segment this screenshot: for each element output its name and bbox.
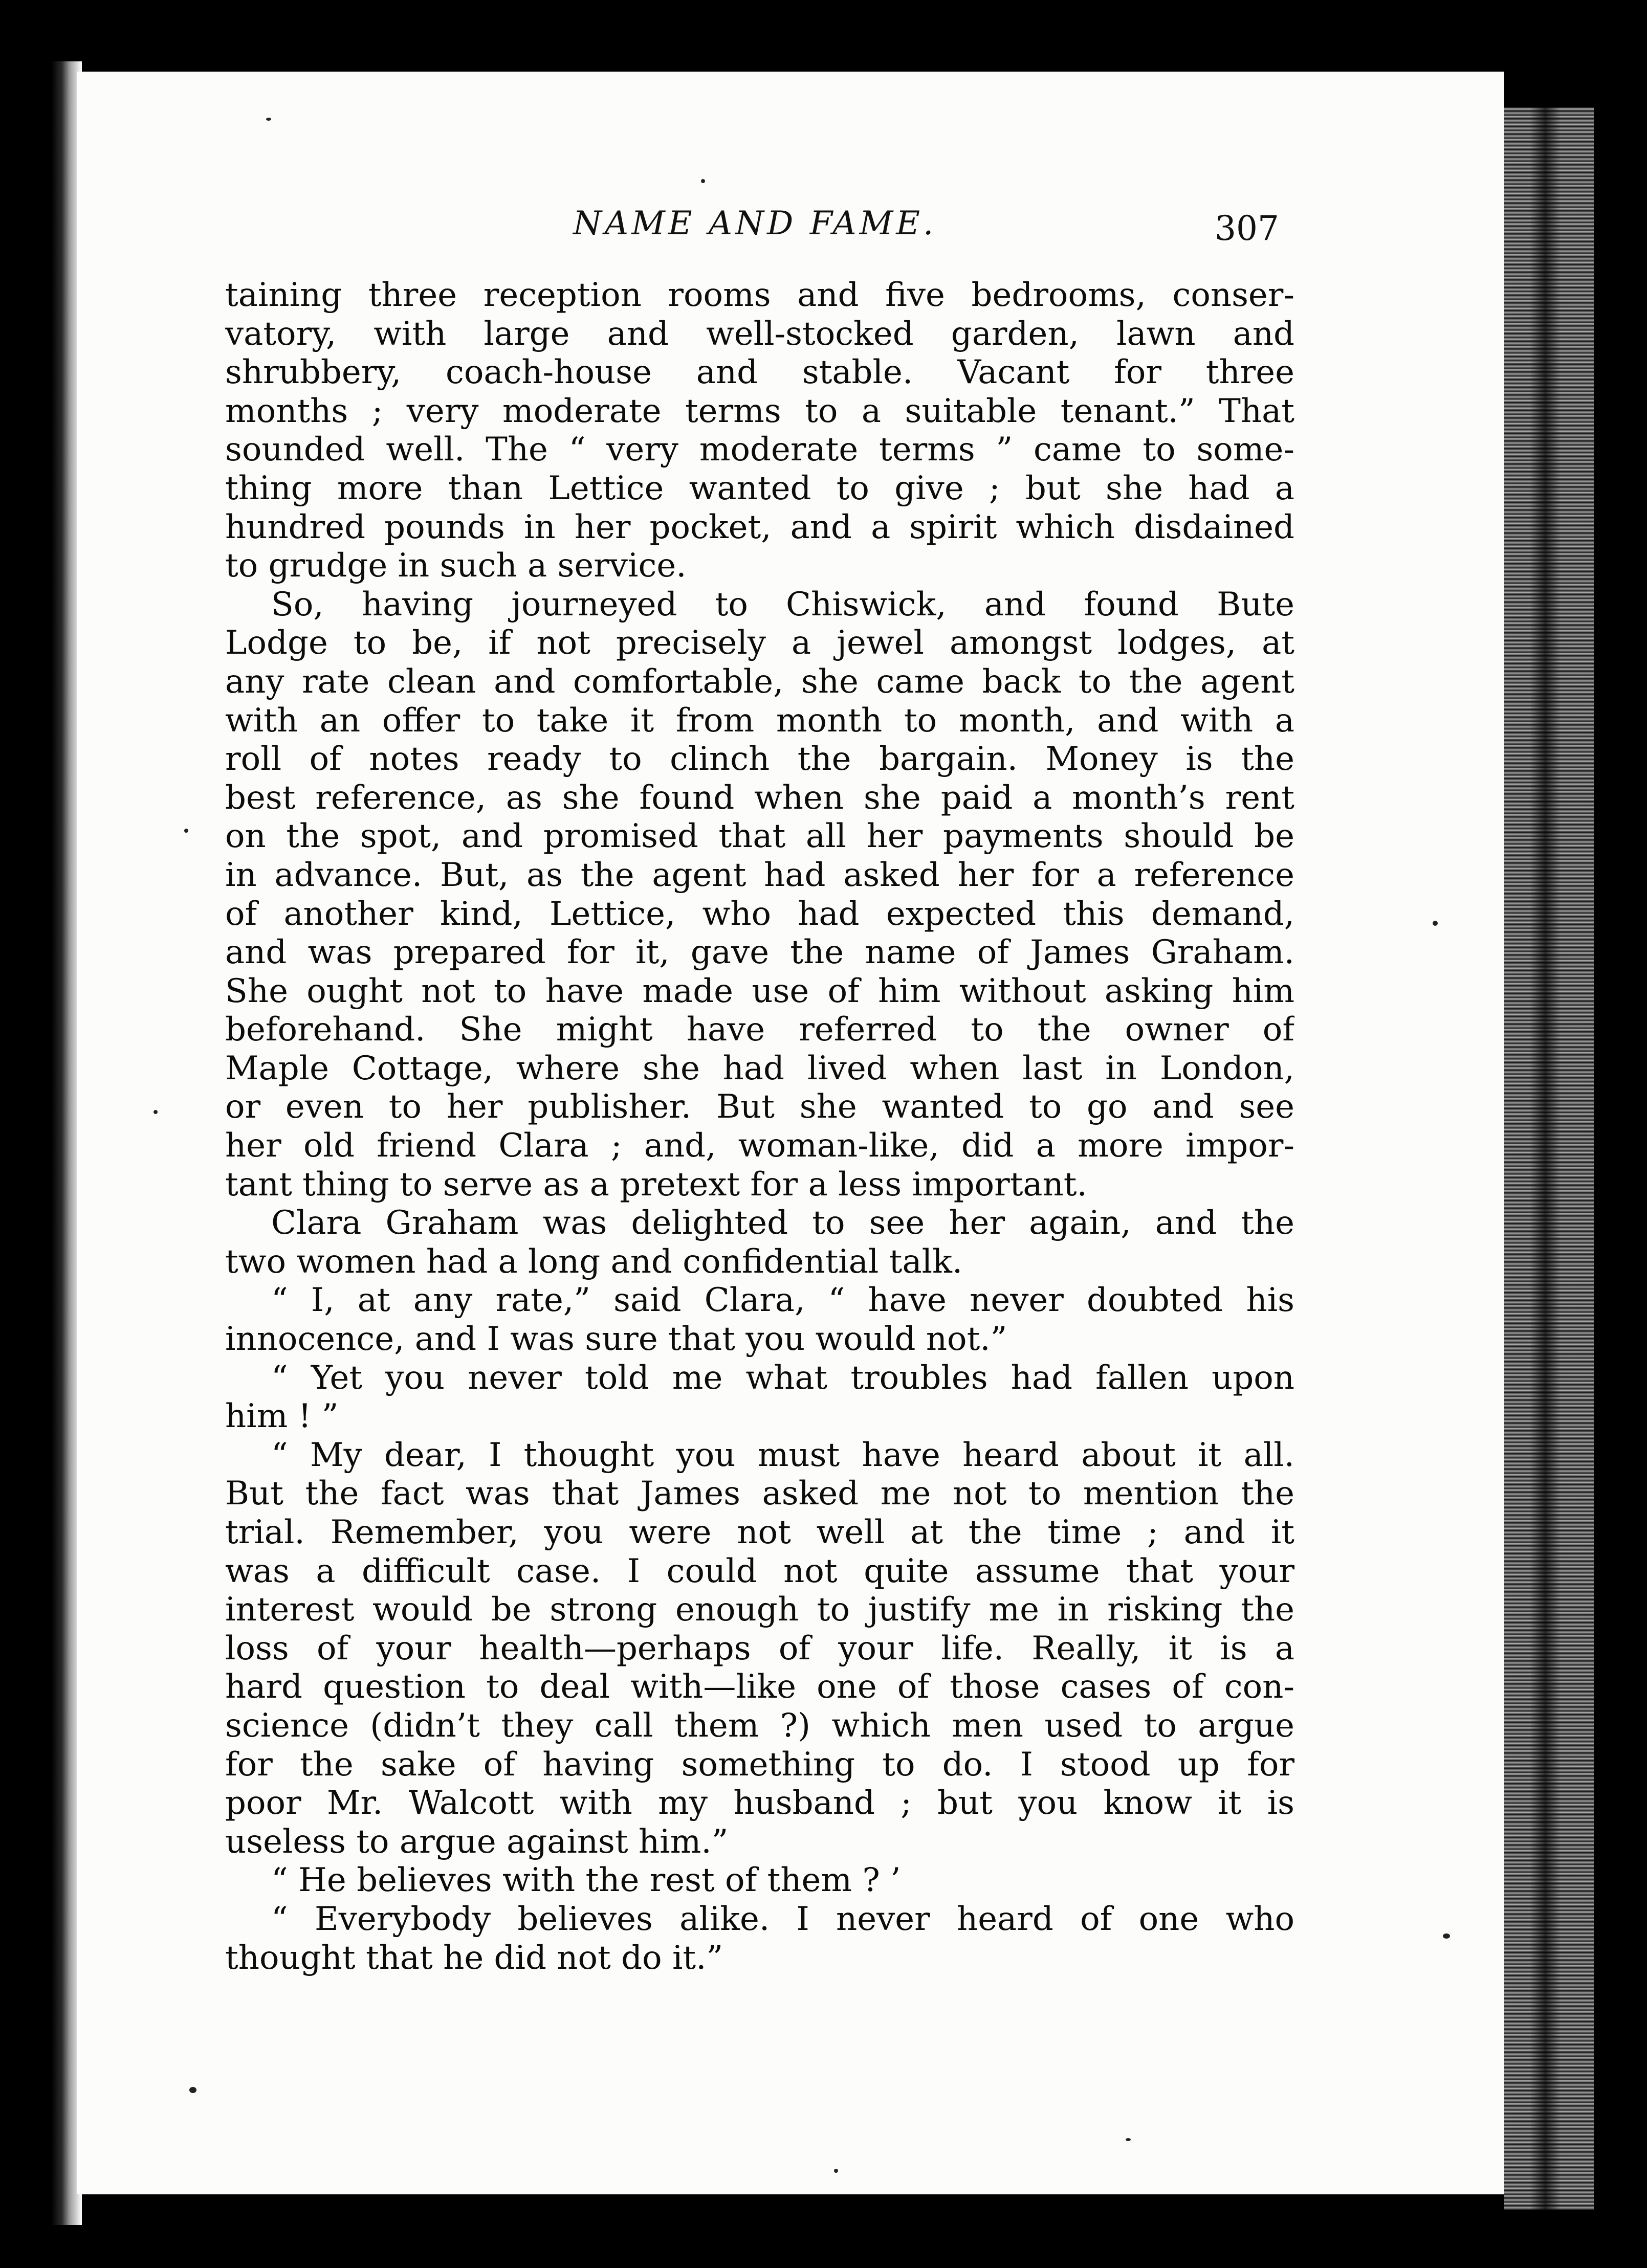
- body-text: [225, 276, 1294, 1977]
- scan-speck: [701, 179, 705, 183]
- text-line: sounded well. The “ very moderate terms ” came to some-: [225, 431, 1294, 469]
- text-line: interest would be strong enough to justify me in risking the: [225, 1591, 1294, 1629]
- scan-speck: [1433, 921, 1438, 926]
- text-line: was a difficult case. I could not quite assume that your: [225, 1552, 1294, 1590]
- text-line: “ He believes with the rest of them ? ’: [271, 1861, 901, 1900]
- text-line: shrubbery, coach-house and stable. Vacant for three: [225, 353, 1294, 392]
- text-line: useless to argue against him.”: [225, 1822, 729, 1861]
- text-line: She ought not to have made use of him without asking him: [225, 972, 1294, 1010]
- text-line: months ; very moderate terms to a suitable tenant.” That: [225, 392, 1294, 430]
- text-line: him ! ”: [225, 1397, 339, 1436]
- text-line: But the fact was that James asked me not to mention the: [225, 1475, 1294, 1513]
- page-number: 307: [1215, 209, 1279, 248]
- scan-speck: [1443, 1933, 1450, 1939]
- scan-speck: [153, 1110, 158, 1114]
- text-line: hundred pounds in her pocket, and a spirit which disdained: [225, 508, 1294, 546]
- text-line: of another kind, Lettice, who had expected this demand,: [225, 895, 1294, 933]
- text-line: and was prepared for it, gave the name of James Graham.: [225, 933, 1294, 972]
- text-line: her old friend Clara ; and, woman-like, did a more impor-: [225, 1127, 1294, 1165]
- text-line: thing more than Lettice wanted to give ; but she had a: [225, 469, 1294, 507]
- scan-speck: [266, 118, 271, 121]
- text-line: Clara Graham was delighted to see her again, and the: [271, 1204, 1294, 1242]
- text-line: two women had a long and confidential talk.: [225, 1242, 963, 1281]
- text-line: tant thing to serve as a pretext for a less important.: [225, 1165, 1087, 1204]
- text-line: vatory, with large and well-stocked garden, lawn and: [225, 315, 1294, 353]
- text-line: to grudge in such a service.: [225, 547, 687, 585]
- text-line: on the spot, and promised that all her payments should be: [225, 817, 1294, 856]
- text-line: Lodge to be, if not precisely a jewel amongst lodges, at: [225, 624, 1294, 662]
- page-header: [512, 205, 1279, 261]
- text-line: “ My dear, I thought you must have heard about it all.: [271, 1436, 1294, 1474]
- scan-speck: [834, 2169, 838, 2173]
- text-line: beforehand. She might have referred to the owner of: [225, 1011, 1294, 1049]
- text-line: hard question to deal with—like one of those cases of con-: [225, 1668, 1294, 1706]
- text-line: any rate clean and comfortable, she came back to the agent: [225, 662, 1294, 701]
- text-line: thought that he did not do it.”: [225, 1939, 723, 1977]
- text-line: with an offer to take it from month to month, and with a: [225, 701, 1294, 740]
- scan-speck: [189, 2087, 196, 2093]
- text-line: best reference, as she found when she paid a month’s rent: [225, 779, 1294, 817]
- scan-speck: [184, 829, 188, 833]
- text-line: trial. Remember, you were not well at the time ; and it: [225, 1514, 1294, 1551]
- gutter-shadow: [1530, 107, 1561, 2210]
- text-line: taining three reception rooms and five bedrooms, conser-: [225, 276, 1294, 314]
- text-line: roll of notes ready to clinch the bargain. Money is the: [225, 740, 1294, 779]
- running-head: NAME AND FAME.: [573, 205, 937, 242]
- scan-speck: [1126, 2138, 1131, 2141]
- text-line: loss of your health—perhaps of your life. Really, it is a: [225, 1629, 1294, 1667]
- text-line: for the sake of having something to do. I stood up for: [225, 1745, 1294, 1784]
- text-line: in advance. But, as the agent had asked her for a reference: [225, 856, 1294, 894]
- text-line: “ Yet you never told me what troubles had fallen upon: [271, 1359, 1294, 1397]
- text-line: “ I, at any rate,” said Clara, “ have never doubted his: [271, 1281, 1294, 1320]
- text-line: So, having journeyed to Chiswick, and found Bute: [271, 585, 1294, 624]
- text-line: innocence, and I was sure that you would not.”: [225, 1320, 1007, 1359]
- text-line: “ Everybody believes alike. I never heard of one who: [271, 1900, 1294, 1938]
- text-line: poor Mr. Walcott with my husband ; but you know it is: [225, 1784, 1294, 1822]
- text-line: or even to her publisher. But she wanted to go and see: [225, 1088, 1294, 1126]
- text-line: Maple Cottage, where she had lived when last in London,: [225, 1049, 1294, 1087]
- text-line: science (didn’t they call them ?) which men used to argue: [225, 1706, 1294, 1745]
